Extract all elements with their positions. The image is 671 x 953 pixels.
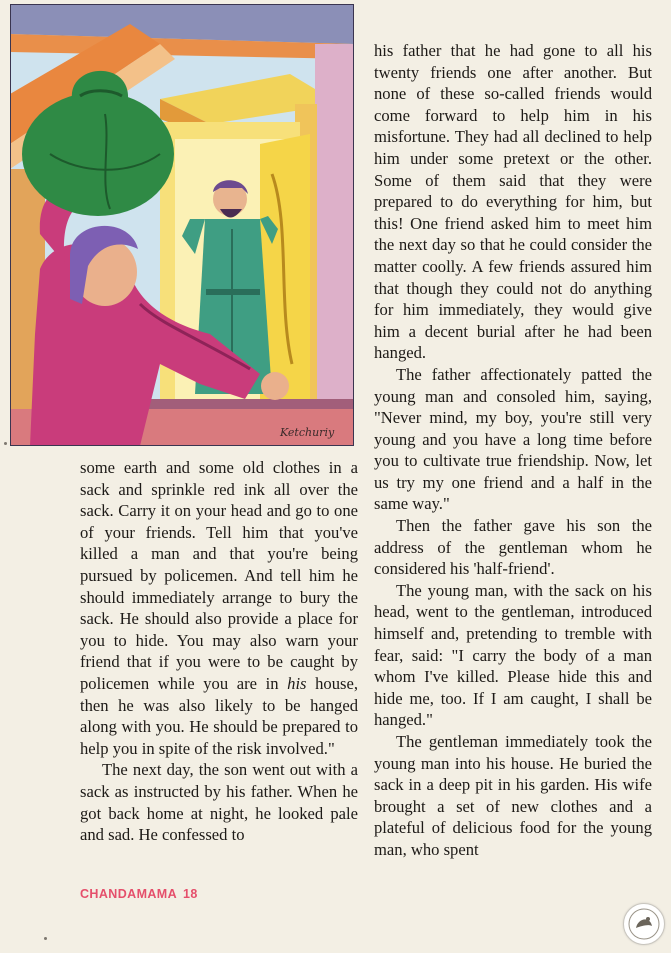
illustration-art [10,4,354,446]
paragraph: Then the father gave his son the address of the gentleman whom he considered his 'half-friend'. [374,516,652,579]
paragraph: The father affectionately patted the young man and consoled him, saying, "Never mind, my boy, you're still very young and you have a long time before you to cultivate true friendship. Now, let us try my one friend and a half in the same way." [374,364,652,514]
print-speck [44,937,47,940]
paragraph: The gentleman immediately took the young man into his house. He buried the sack in a deep pit in his garden. His wife brought a set of new clothes and a plateful of delicious food for the young man, who spent [374,732,652,859]
paragraph: his father that he had gone to all his twenty friends one after another. But none of these so-called friends would come forward to help him in his misfortune. They had all declined to help him under some pretext or the other. Some of them said that they were prepared to do everything for him, but this! One friend asked him to meet him the next day so that he could consider the matter coolly. A few friends assured him that though they could not do anything for him immediately, they would give him a decent burial after he had been hanged. [374,41,652,363]
page-footer [80,887,198,901]
page-number: 18 [183,887,198,901]
paragraph-text: some earth and some old clothes in a sack and sprinkle red ink all over the sack. Carry it on your head and go to one of your friends. Tell him that you've killed a man and that you're being pursued by policemen. And tell him he should immediately arrange to bury the sack. He should also provide a place for you to hide. You may also warn your friend that if you were to be caught by policemen while you are in [80,458,358,693]
print-speck [4,442,7,445]
paragraph [80,457,358,759]
archive-stamp-icon [623,903,665,945]
paragraph: The next day, the son went out with a sack as instructed by his father. When he got back home at night, he looked pale and sad. He confessed to [80,760,358,845]
artist-signature: Ketchuriy [280,426,335,439]
paragraph-text: house, then he was also likely to be hanged along with you. He should be prepared to help you in spite of the risk involved." [80,673,358,758]
paragraph: The young man, with the sack on his head, went to the gentleman, introduced himself and, pretending to tremble with fear, said: "I carry the body of a man whom I've killed. Please hide this and hide me, too. If I am caught, I shall be hanged." [374,580,652,730]
story-illustration [10,4,354,446]
magazine-name: CHANDAMAMA [80,887,178,901]
emphasis-text: his [287,673,307,693]
right-text-column [374,40,652,861]
left-text-column [80,457,358,846]
